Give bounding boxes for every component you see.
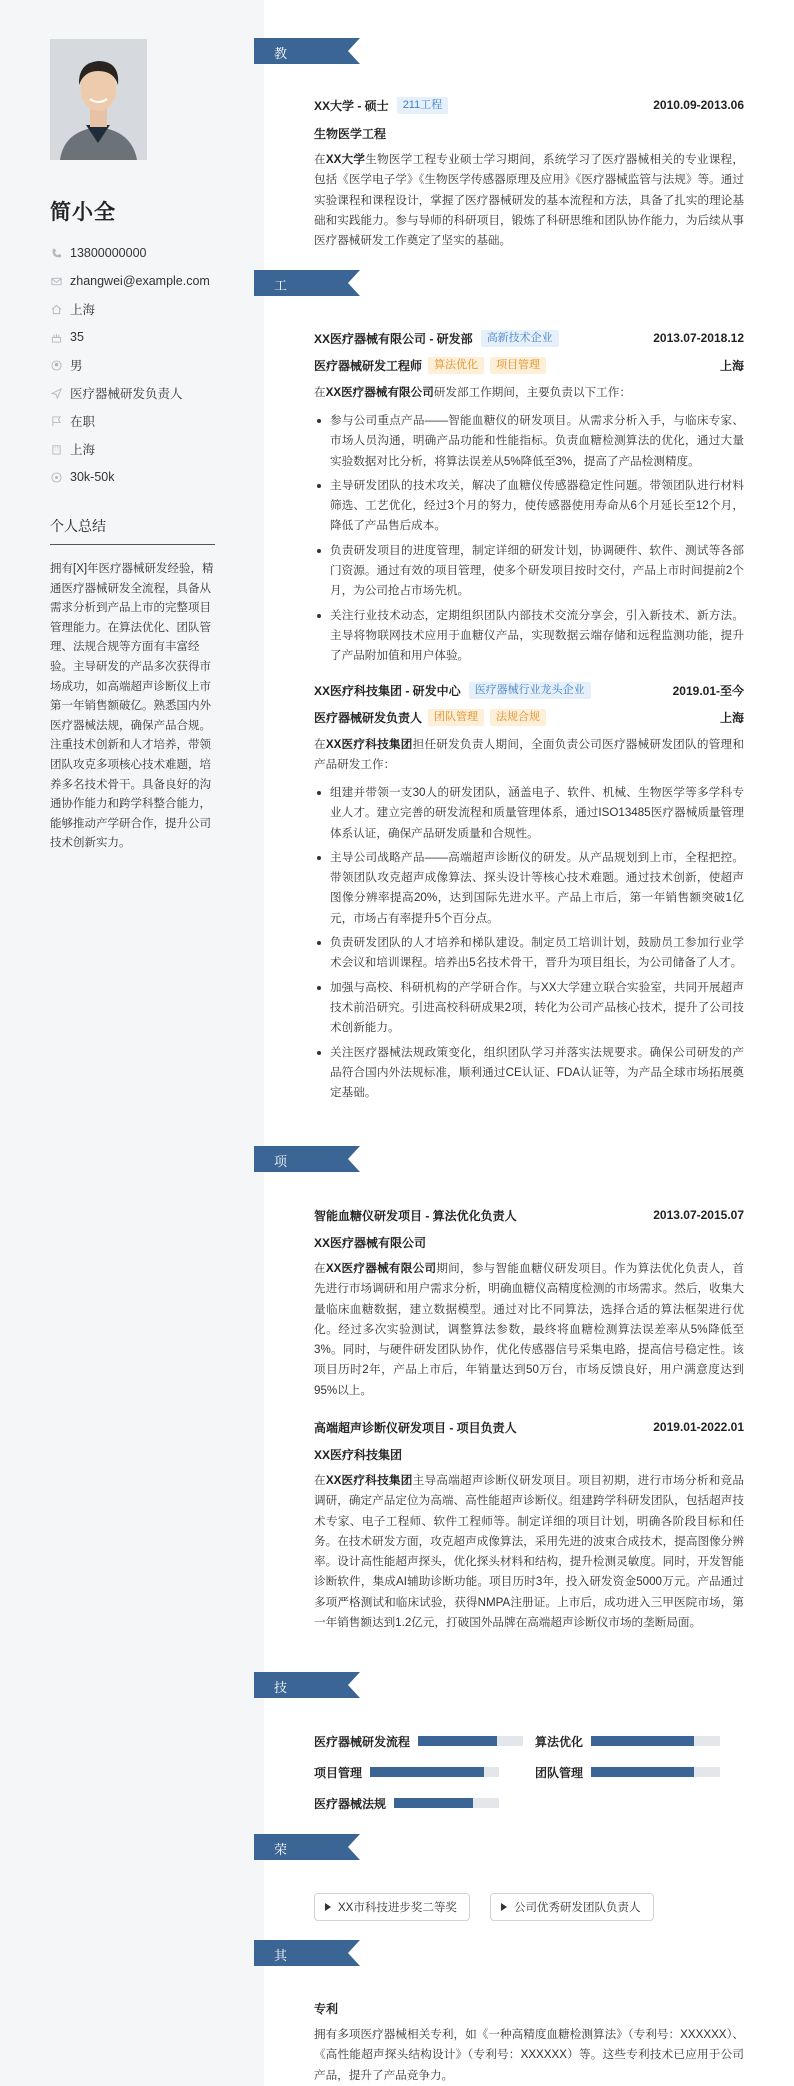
education-tag: 211工程 [397,97,449,114]
work-1-badge-2: 项目管理 [490,357,546,374]
list-item: 主导研发团队的技术攻关，解决了血糖仪传感器稳定性问题。带领团队进行材料筛选、工艺优化，经过3个月的努力，使传感器使用寿命从6个月延长至12个月，降低了产品售后成本。 [314,476,744,537]
work-2-company: XX医疗科技集团 - 研发中心 [314,683,461,698]
award-1-text: XX市科技进步奖二等奖 [338,1902,457,1914]
position-text: 医疗器械研发负责人 [70,387,183,401]
skill-5 [314,1794,524,1812]
project-1-date: 2013.07-2015.07 [653,1208,744,1222]
project-2-date: 2019.01-2022.01 [653,1420,744,1434]
work-1-role-row [314,356,744,374]
salary-text: 30k-50k [70,470,115,484]
skill-4-bar [591,1767,720,1777]
skill-3-name: 项目管理 [314,1765,363,1780]
list-item: 参与公司重点产品——智能血糖仪的研发项目。从需求分析入手，与临床专家、市场人员沟通，明确产品功能和性能指标。负责血糖检测算法的优化，通过大量实验数据对比分析，将算法误差从5%降低至3%，提高了产品检测精度。 [314,411,744,472]
work-2-badge-1: 团队管理 [428,709,484,726]
skill-3-bar [370,1767,499,1777]
education-description [314,150,744,251]
work-1-bullets [314,411,744,671]
project-1-title: 智能血糖仪研发项目 - 算法优化负责人 [314,1208,517,1223]
skill-2 [535,1732,745,1750]
project-1-desc-prefix: 在 [314,1262,326,1275]
work-2-tag: 医疗器械行业龙头企业 [469,682,591,699]
work-1-role: 医疗器械研发工程师 [314,358,423,373]
send-icon [50,387,62,399]
project-2-description [314,1471,744,1633]
skill-1-bar [418,1736,523,1746]
money-icon [50,471,62,483]
award-2 [490,1893,654,1921]
building-icon [50,443,62,455]
gender-row [50,356,250,374]
target-city-row [50,440,250,458]
project-2-company-row [314,1445,744,1463]
work-1-intro-text: 研发部工作期间，主要负责以下工作： [433,386,631,399]
email-row [50,272,250,290]
work-1-intro-lead: XX医疗器械有限公司 [325,386,434,399]
project-2-company: XX医疗科技集团 [314,1447,403,1462]
skill-1-fill [418,1736,497,1746]
section-title-awards: 荣誉奖项 [274,1842,289,1914]
project-2-desc-lead: XX医疗科技集团 [325,1474,413,1487]
target-city-text: 上海 [70,443,96,457]
work-2-intro-text: 担任研发负责人期间，全面负责公司医疗器械研发团队的管理和产品研发工作： [314,738,744,772]
education-desc-text: 生物医学工程专业硕士学习期间，系统学习了医疗器械相关的专业课程，包括《医学电子学》《生物医学传感器原理及应用》《医疗器械监管与法规》等。通过实验课程和课程设计，掌握了医疗器械研发的基本流程和方法，具备了扎实的理论基础和实践能力。参与导师的科研项目，锻炼了科研思维和团队协作能力，为后续从事医疗器械研发工作奠定了坚实的基础。 [314,153,744,248]
work-2-role-row [314,708,744,726]
play-icon [501,1903,507,1911]
education-major-row [314,124,744,142]
location-row [50,300,250,318]
education-school: XX大学 - 硕士 [314,98,389,113]
skill-2-bar [591,1736,720,1746]
skill-2-name: 算法优化 [535,1734,584,1749]
work-2-intro [314,735,744,776]
sidebar [0,0,264,2086]
phone-text: 13800000000 [70,246,147,260]
status-text: 在职 [70,415,96,429]
project-1-description [314,1259,744,1401]
section-title-project: 项目经历 [274,1154,289,1226]
work-2-badge-2: 法规合规 [490,709,546,726]
section-title-other: 其他信息 [274,1948,289,2020]
project-1-desc-text: 期间，参与智能血糖仪研发项目。作为算法优化负责人，首先进行市场调研和用户需求分析，明确血糖仪高精度检测的市场需求。然后，收集大量临床血糖数据，建立数据模型。通过对比不同算法，选择合适的算法框架进行优化。经过多次实验测试，调整算法参数，最终将血糖检测算法误差率从5%降低至3%。同时，与硬件研发团队协作，优化传感器信号采集电路，提高信号稳定性。该项目历时2年，产品上市后，年销量达到50万台，市场反馈良好，用户满意度达到95%以上。 [314,1262,744,1397]
other-title: 专利 [314,2001,339,2016]
age-row [50,328,250,346]
list-item: 加强与高校、科研机构的产学研合作。与XX大学建立联合实验室，共同开展超声技术前沿研究。引进高校科研成果2项，转化为公司产品核心技术，提升了公司技术创新能力。 [314,978,744,1039]
skill-5-name: 医疗器械法规 [314,1796,387,1811]
salary-row [50,468,250,486]
age-text: 35 [70,330,84,344]
project-1-company: XX医疗器械有限公司 [314,1235,427,1250]
position-row [50,384,250,402]
section-title-skills: 技能专长 [274,1680,289,1752]
work-2-header [314,681,744,699]
project-1-desc-lead: XX医疗器械有限公司 [325,1262,437,1275]
work-2-role: 医疗器械研发负责人 [314,710,423,725]
list-item: 关注医疗器械法规政策变化，组织团队学习并落实法规要求。确保公司研发的产品符合国内外法规标准，顺利通过CE认证、FDA认证等，为产品全球市场拓展奠定基础。 [314,1043,744,1104]
skill-4-fill [591,1767,694,1777]
other-text: 拥有多项医疗器械相关专利，如《一种高精度血糖检测算法》（专利号：XXXXXX）、《高性能超声探头结构设计》（专利号：XXXXXX）等。这些专利技术已应用于公司产品，提升了产品竞争力。 [314,2028,744,2082]
section-title-education: 教育经历 [274,46,289,118]
work-1-date: 2013.07-2018.12 [653,331,744,345]
award-2-text: 公司优秀研发团队负责人 [514,1902,641,1914]
list-item: 组建并带领一支30人的研发团队，涵盖电子、软件、机械、生物医学等多学科专业人才。建立完善的研发流程和质量管理体系，通过ISO13485医疗器械质量管理体系认证，确保产品研发质量和合规性。 [314,783,744,844]
project-2-header [314,1418,744,1436]
mail-icon [50,275,62,287]
work-2-intro-lead: XX医疗科技集团 [325,738,413,751]
award-1 [314,1893,470,1921]
flag-icon [50,415,62,427]
work-1-city: 上海 [719,358,744,373]
education-major: 生物医学工程 [314,126,387,141]
work-1-intro-prefix: 在 [314,386,326,399]
cake-icon [50,331,62,343]
location-text: 上海 [70,303,96,317]
skill-1-name: 医疗器械研发流程 [314,1734,411,1749]
candidate-name: 简小全 [50,201,116,224]
education-desc-prefix: 在 [314,153,326,166]
list-item: 负责研发团队的人才培养和梯队建设。制定员工培训计划，鼓励员工参加行业学术会议和培训课程。培养出5名技术骨干，晋升为项目组长，为公司储备了人才。 [314,933,744,974]
summary-divider [50,544,215,545]
status-row [50,412,250,430]
section-title-work: 工作经历 [274,278,289,350]
play-icon [325,1903,331,1911]
work-2-bullets [314,783,744,1107]
list-item: 负责研发项目的进度管理，制定详细的研发计划，协调硬件、软件、测试等各部门资源。通过有效的项目管理，使多个研发项目按时交付，产品上市时间提前2个月，为公司抢占市场先机。 [314,541,744,602]
phone-row [50,244,250,262]
work-2-intro-prefix: 在 [314,738,326,751]
gender-text: 男 [70,359,83,373]
user-icon [50,359,62,371]
skill-4 [535,1763,745,1781]
skill-4-name: 团队管理 [535,1765,584,1780]
skill-1 [314,1732,524,1750]
skill-2-fill [591,1736,694,1746]
work-1-tag: 高新技术企业 [481,330,559,347]
work-2-city: 上海 [719,710,744,725]
phone-icon [50,247,62,259]
skill-3-fill [370,1767,484,1777]
work-1-company: XX医疗器械有限公司 - 研发部 [314,331,473,346]
skill-5-bar [394,1798,499,1808]
project-1-company-row [314,1233,744,1251]
other-title-row [314,1999,744,2017]
email-text: zhangwei@example.com [70,274,210,288]
work-2-date: 2019.01-至今 [672,683,744,698]
list-item: 主导公司战略产品——高端超声诊断仪的研发。从产品规划到上市，全程把控。带领团队攻克超声成像算法、探头设计等核心技术难题。通过技术创新，使超声图像分辨率提高20%，达到国际先进水平。产品上市后，第一年销售额突破1亿元，市场占有率提升5个百分点。 [314,848,744,929]
education-header [314,96,744,114]
education-date: 2010.09-2013.06 [653,98,744,112]
profile-photo [50,39,147,160]
education-desc-lead: XX大学 [325,153,366,166]
skill-3 [314,1763,524,1781]
work-1-intro [314,383,744,403]
project-2-title: 高端超声诊断仪研发项目 - 项目负责人 [314,1420,517,1435]
project-1-header [314,1206,744,1224]
summary-title: 个人总结 [50,518,106,534]
work-1-header [314,329,744,347]
home-icon [50,303,62,315]
summary-text: 拥有[X]年医疗器械研发经验，精通医疗器械研发全流程，具备从需求分析到产品上市的完整项目管理能力。在算法优化、团队管理、法规合规等方面有丰富经验。主导研发的产品多次获得市场成功，如高端超声诊断仪上市第一年销售额破亿。熟悉国内外医疗器械法规，确保产品合规。注重技术创新和人才培养，带领团队攻克多项核心技术难题，培养多名技术骨干。具备良好的沟通协作能力和跨学科整合能力，能够推动产学研合作，提升公司技术创新实力。 [50,563,214,850]
project-2-desc-prefix: 在 [314,1474,326,1487]
skill-5-fill [394,1798,473,1808]
project-2-desc-text: 主导高端超声诊断仪研发项目。项目初期，进行市场分析和竞品调研，确定产品定位为高端、高性能超声诊断仪。组建跨学科研发团队，包括超声技术专家、电子工程师、软件工程师等。制定详细的项目计划，明确各阶段目标和任务。在技术研发方面，攻克超声成像算法，采用先进的波束合成技术，提高图像分辨率。设计高性能超声探头，优化探头材料和结构，提升检测灵敏度。同时，开发智能诊断软件，集成AI辅助诊断功能。项目历时3年，投入研发资金5000万元。产品通过多项严格测试和临床试验，获得NMPA注册证。上市后，成功进入三甲医院市场，第一年销售额达到1.2亿元，打破国外品牌在高端超声诊断仪市场的垄断局面。 [314,1474,744,1630]
list-item: 关注行业技术动态，定期组织团队内部技术交流分享会，引入新技术、新方法。主导将物联网技术应用于血糖仪产品，实现数据云端存储和远程监测功能，提升了产品附加值和用户体验。 [314,606,744,667]
work-1-badge-1: 算法优化 [428,357,484,374]
